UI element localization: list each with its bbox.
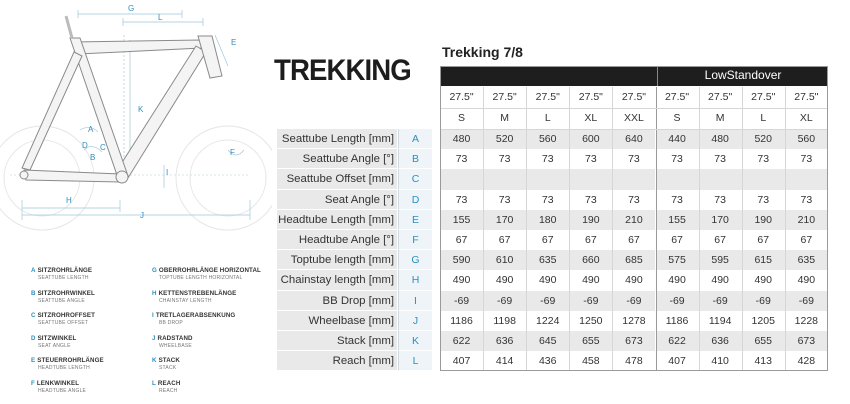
- table-cell: 673: [785, 331, 828, 351]
- table-cell: 73: [498, 193, 511, 206]
- table-cell: 210: [612, 210, 655, 230]
- table-border: [440, 66, 828, 371]
- table-cell: 73: [585, 153, 597, 166]
- table-cell: 67: [757, 234, 770, 246]
- row-key: A: [398, 129, 432, 149]
- table-cell: 490: [495, 274, 514, 287]
- table-cell: 155: [656, 210, 699, 230]
- table-cell: 480: [440, 129, 483, 149]
- table-cell: 615: [742, 250, 785, 270]
- table-cell: 1224: [536, 314, 560, 327]
- table-cell: 413: [754, 355, 772, 368]
- label-row: [277, 311, 432, 331]
- table-cell: 1198: [493, 314, 516, 327]
- table-cell: -69: [569, 291, 612, 311]
- table-cell: 490: [668, 274, 686, 287]
- legend-key: H: [152, 289, 157, 297]
- legend-key: K: [152, 357, 157, 365]
- table-cell: -69: [483, 291, 526, 311]
- table-cell: 560: [785, 129, 828, 149]
- table-cell: 67: [671, 234, 683, 246]
- wheel-size-cell: 27.5": [708, 91, 733, 103]
- wheel-size-cell: 27.5": [449, 91, 474, 103]
- table-cell: 490: [582, 274, 600, 287]
- legend-label-en: STACK: [159, 365, 177, 372]
- diagram-label-e: E: [231, 38, 237, 47]
- frame-size-cell: S: [458, 112, 466, 124]
- wheel-size-cell: 27.5": [664, 91, 690, 103]
- label-row: [277, 331, 432, 351]
- table-cell: 410: [711, 355, 729, 368]
- legend-label-de: SITZROHRWINKEL: [37, 289, 95, 297]
- table-cell: 645: [526, 331, 569, 351]
- table-cell: 520: [742, 129, 785, 149]
- table-cell: 490: [754, 274, 772, 287]
- legend-label-de: SITZWINKEL: [37, 334, 77, 342]
- table-cell: 673: [612, 331, 655, 351]
- group-low-standover: LowStandover: [657, 66, 828, 86]
- legend-key: F: [31, 380, 35, 387]
- legend-label-en: CHAINSTAY LENGTH: [159, 297, 212, 304]
- legend-label-de: SITZROHRLÄNGE: [37, 267, 93, 274]
- legend-label-en: HEADTUBE ANGLE: [38, 388, 87, 394]
- table-cell: 575: [656, 250, 699, 270]
- diagram-label-i: I: [166, 168, 169, 177]
- table-cell: 440: [656, 129, 699, 149]
- label-row: [277, 210, 432, 230]
- row-key: H: [398, 270, 432, 290]
- table-cell: 490: [797, 274, 816, 287]
- legend-item-e: [31, 357, 151, 371]
- row-label: Seattube Angle [°]: [277, 149, 397, 169]
- table-cell: 73: [800, 153, 813, 166]
- table-cell: 73: [498, 153, 511, 166]
- diagram-label-d: D: [82, 141, 88, 150]
- row-key: G: [398, 250, 432, 270]
- legend-item-f: [31, 380, 151, 394]
- legend-item-d: [31, 335, 151, 349]
- table-cell: 458: [582, 355, 600, 368]
- legend-label-en: REACH: [159, 388, 178, 394]
- diagram-label-l: L: [158, 13, 163, 22]
- label-row: [277, 169, 432, 189]
- legend-label-en: HEADTUBE LENGTH: [38, 365, 90, 372]
- label-row: [277, 270, 432, 290]
- label-row: [277, 129, 432, 149]
- legend-key: I: [152, 312, 154, 320]
- table-cell: 67: [628, 234, 640, 246]
- legend-key: E: [31, 357, 36, 365]
- row-key: F: [398, 230, 432, 250]
- table-cell: -69: [742, 291, 785, 311]
- row-key: D: [398, 190, 432, 210]
- row-key: B: [398, 149, 432, 169]
- row-key: I: [398, 291, 432, 311]
- table-cell: 1278: [622, 314, 646, 327]
- table-cell: 67: [585, 234, 597, 246]
- table-cell: 622: [440, 331, 483, 351]
- legend-label-de: STACK: [158, 357, 180, 365]
- table-cell: -69: [612, 291, 655, 311]
- legend-item-g: [152, 267, 272, 281]
- legend-label-en: SEATTUBE OFFSET: [38, 320, 89, 327]
- table-cell: -69: [785, 291, 828, 311]
- diagram-label-c: C: [100, 143, 106, 152]
- label-row: [277, 149, 432, 169]
- row-label: BB Drop [mm]: [277, 291, 397, 311]
- diagram-label-a: A: [88, 125, 94, 134]
- label-row: [277, 351, 432, 371]
- table-cell: 73: [714, 153, 726, 166]
- legend-item-j: [152, 335, 272, 349]
- table-cell: 407: [452, 355, 471, 368]
- table-cell: 73: [455, 153, 468, 166]
- table-cell: 73: [757, 153, 770, 166]
- table-cell: 480: [699, 129, 742, 149]
- table-cell: 590: [440, 250, 483, 270]
- row-label: Seattube Length [mm]: [277, 129, 397, 149]
- table-cell: 73: [671, 193, 683, 206]
- table-cell: 73: [714, 193, 726, 206]
- table-cell: 73: [628, 153, 640, 166]
- frame-geometry-diagram: [0, 0, 272, 265]
- table-cell: 436: [538, 355, 557, 368]
- table-cell: 560: [526, 129, 569, 149]
- table-cell: 1194: [708, 314, 732, 327]
- legend-label-de: OBERROHRLÄNGE HORIZONTAL: [158, 267, 261, 274]
- table-cell: 1205: [751, 314, 775, 327]
- table-cell: 67: [541, 234, 554, 246]
- row-label: Headtube Angle [°]: [277, 230, 397, 250]
- table-cell: 635: [785, 250, 828, 270]
- table-cell: 490: [452, 274, 471, 287]
- table-cell: 67: [800, 234, 813, 246]
- legend-key: G: [152, 267, 157, 274]
- legend-label-de: KETTENSTREBENLÄNGE: [158, 289, 237, 297]
- row-key: E: [398, 210, 432, 230]
- frame-size-cell: XXL: [624, 112, 644, 124]
- table-cell: 73: [757, 193, 770, 206]
- table-cell: 170: [483, 210, 526, 230]
- table-cell: 67: [455, 234, 468, 246]
- table-cell: -69: [440, 291, 483, 311]
- legend-item-i: [152, 312, 272, 326]
- legend-label-de: SITZROHROFFSET: [37, 312, 96, 320]
- wheel-size-cell: 27.5": [751, 91, 776, 103]
- table-cell: 600: [569, 129, 612, 149]
- legend-label-en: WHEELBASE: [159, 342, 192, 349]
- legend-key: D: [31, 334, 36, 342]
- table-cell: 636: [483, 331, 526, 351]
- table-cell: 73: [541, 193, 554, 206]
- category-heading: TREKKING: [274, 54, 411, 87]
- table-cell: 1186: [450, 314, 473, 327]
- legend-label-en: BB DROP: [159, 320, 183, 327]
- table-cell: 685: [612, 250, 655, 270]
- table-cell: 595: [699, 250, 742, 270]
- table-cell: 407: [668, 355, 686, 368]
- table-cell: 1186: [665, 314, 689, 327]
- table-cell: 190: [742, 210, 785, 230]
- table-cell: 155: [440, 210, 483, 230]
- legend-item-c: [31, 312, 151, 326]
- legend-label-de: TRETLAGERABSENKUNG: [155, 312, 236, 320]
- table-cell: 170: [699, 210, 742, 230]
- table-cell: 636: [699, 331, 742, 351]
- legend-key: L: [152, 380, 156, 387]
- table-cell: 73: [628, 193, 640, 206]
- table-cell: 640: [612, 129, 655, 149]
- label-row: [277, 250, 432, 270]
- table-cell: 210: [785, 210, 828, 230]
- table-cell: 190: [569, 210, 612, 230]
- table-cell: 73: [585, 193, 597, 206]
- frame-size-cell: L: [544, 112, 551, 124]
- diagram-label-g: G: [128, 4, 135, 13]
- frame-size-cell: M: [715, 112, 725, 124]
- table-cell: -69: [699, 291, 742, 311]
- table-cell: 610: [483, 250, 526, 270]
- table-cell: 67: [714, 234, 726, 246]
- frame-size-cell: XL: [584, 112, 598, 124]
- frame-size-cell: M: [500, 112, 510, 124]
- legend-item-l: [152, 380, 272, 394]
- table-cell: 490: [538, 274, 557, 287]
- row-key: J: [398, 311, 432, 331]
- diagram-label-h: H: [66, 196, 72, 205]
- table-cell: 520: [483, 129, 526, 149]
- legend-key: A: [31, 267, 36, 274]
- legend-label-en: SEAT ANGLE: [38, 342, 71, 349]
- table-cell: -69: [656, 291, 699, 311]
- table-cell: 73: [671, 153, 683, 166]
- table-cell: 1250: [579, 314, 603, 327]
- label-row: [277, 190, 432, 210]
- table-cell: 73: [800, 193, 813, 206]
- table-cell: 414: [495, 355, 514, 368]
- table-cell: 490: [711, 274, 729, 287]
- frame-size-cell: S: [673, 112, 681, 124]
- legend-label-de: STEUERROHRLÄNGE: [37, 357, 104, 365]
- frame-size-cell: XL: [799, 112, 813, 124]
- table-cell: 73: [455, 193, 468, 206]
- row-label: Stack [mm]: [277, 331, 397, 351]
- model-title: Trekking 7/8: [442, 44, 523, 60]
- wheel-size-cell: 27.5": [578, 91, 603, 103]
- legend-key: B: [31, 289, 36, 297]
- legend-label-en: SEATTUBE ANGLE: [38, 297, 85, 304]
- table-cell: 478: [625, 355, 643, 368]
- legend-item-a: [31, 267, 151, 281]
- row-label: Reach [mm]: [277, 351, 397, 371]
- wheel-size-cell: 27.5": [621, 91, 647, 103]
- legend-key: C: [31, 312, 36, 320]
- table-cell: 67: [498, 234, 511, 246]
- diagram-label-f: F: [230, 148, 235, 157]
- legend-label-de: RADSTAND: [157, 334, 193, 342]
- legend-label-de: REACH: [157, 380, 181, 387]
- legend-label-en: TOPTUBE LENGTH HORIZONTAL: [159, 275, 243, 281]
- table-cell: 1228: [794, 314, 819, 327]
- legend-item-b: [31, 290, 151, 304]
- row-key: K: [398, 331, 432, 351]
- diagram-label-j: J: [140, 211, 144, 220]
- row-label: Chainstay length [mm]: [277, 270, 397, 290]
- row-label: Seattube Offset [mm]: [277, 169, 397, 189]
- table-cell: -69: [526, 291, 569, 311]
- wheel-size-cell: 27.5": [492, 91, 517, 103]
- label-row: [277, 291, 432, 311]
- wheel-size-cell: 27.5": [794, 91, 819, 103]
- row-label: Headtube Length [mm]: [277, 210, 397, 230]
- table-cell: 622: [656, 331, 699, 351]
- table-cell: 490: [625, 274, 643, 287]
- legend-item-h: [152, 290, 272, 304]
- table-cell: 660: [569, 250, 612, 270]
- row-label: Toptube length [mm]: [277, 250, 397, 270]
- frame-size-cell: L: [760, 112, 767, 124]
- row-key: L: [398, 351, 432, 371]
- wheel-size-cell: 27.5": [535, 91, 560, 103]
- table-cell: 635: [526, 250, 569, 270]
- legend-key: J: [152, 334, 156, 342]
- table-cell: 655: [742, 331, 785, 351]
- table-cell: 428: [797, 355, 816, 368]
- table-cell: 73: [541, 153, 554, 166]
- row-key: C: [398, 169, 432, 189]
- legend-label-en: SEATTUBE LENGTH: [38, 275, 89, 281]
- label-row: [277, 230, 432, 250]
- diagram-label-k: K: [138, 105, 144, 114]
- legend-label-de: LENKWINKEL: [36, 380, 80, 387]
- table-cell: 655: [569, 331, 612, 351]
- table-cell: 180: [526, 210, 569, 230]
- row-label: Seat Angle [°]: [277, 190, 397, 210]
- row-label: Wheelbase [mm]: [277, 311, 397, 331]
- diagram-label-b: B: [90, 153, 96, 162]
- legend-item-k: [152, 357, 272, 371]
